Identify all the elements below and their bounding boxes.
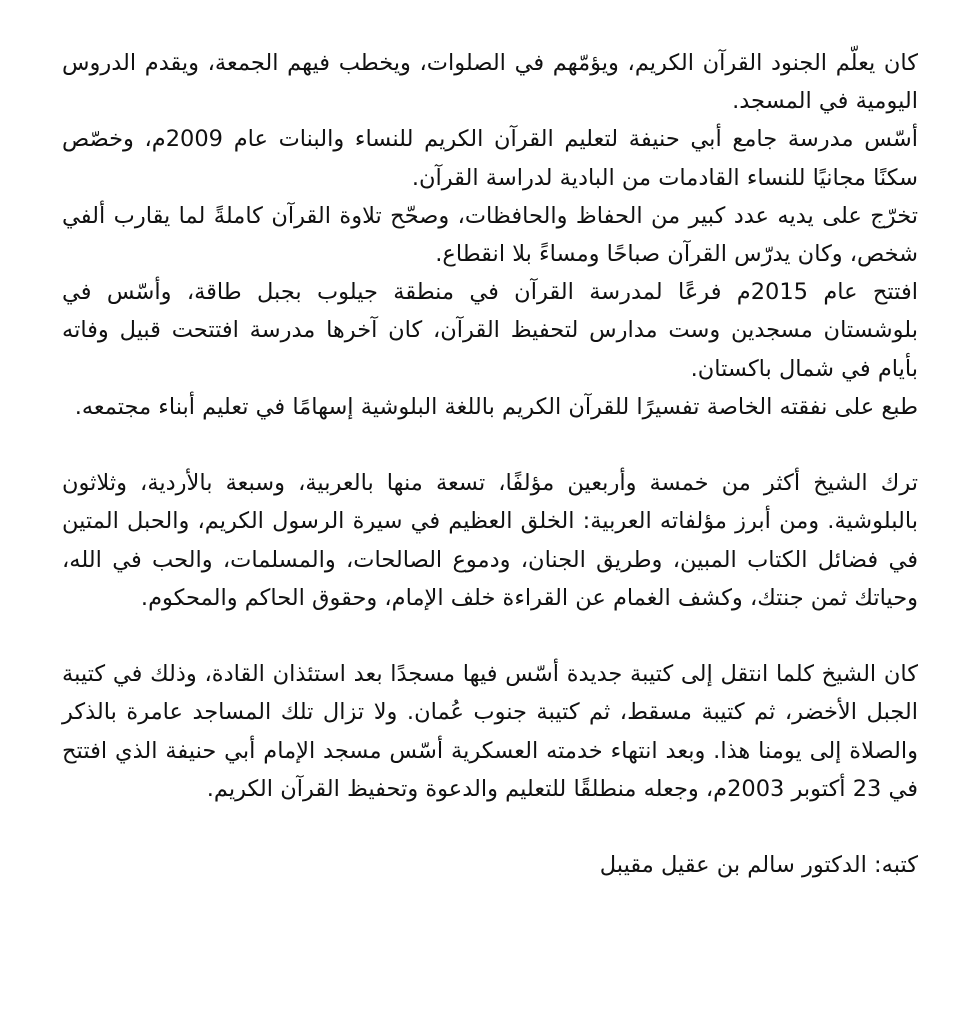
- paragraph-mosques: كان الشيخ كلما انتقل إلى كتيبة جديدة أسّس فيها مسجدًا بعد استئذان القادة، وذلك في كتيبة الجبل الأخضر، ثم كتيبة مسقط، ثم كتيبة جنوب عُمان. ولا تزال تلك المساجد عامرة بالذكر والصلاة إلى يومنا هذا. وبعد انتهاء خدمته العسكرية أسّس مسجد الإمام أبي حنيفة الذي افتتح في 23 أكتوبر 2003م، وجعله منطلقًا للتعليم والدعوة وتحفيظ القرآن الكريم.: [62, 661, 918, 802]
- paragraph-graduates: تخرّج على يديه عدد كبير من الحفاظ والحافظات، وصحّح تلاوة القرآن كاملةً لما يقارب ألفي شخص، وكان يدرّس القرآن صباحًا ومساءً بلا انقطاع.: [62, 202, 918, 268]
- section-spacer: [62, 617, 918, 655]
- section-spacer: [62, 808, 918, 846]
- section-spacer: [62, 426, 918, 464]
- paragraph-tafsir: طبع على نفقته الخاصة تفسيرًا للقرآن الكريم باللغة البلوشية إسهامًا في تعليم أبناء مجتمعه.: [74, 393, 918, 420]
- article-body: [62, 44, 918, 884]
- paragraph-branches: افتتح عام 2015م فرعًا لمدرسة القرآن في منطقة جيلوب بجبل طاقة، وأسّس في بلوشستان مسجدين وست مدارس لتحفيظ القرآن، كان آخرها مدرسة افتتحت قبيل وفاته بأيام في شمال باكستان.: [62, 279, 918, 382]
- author-signature: كتبه: الدكتور سالم بن عقيل مقيبل: [599, 852, 918, 879]
- paragraph-teaching: كان يعلّم الجنود القرآن الكريم، ويؤمّهم في الصلوات، ويخطب فيهم الجمعة، ويقدم الدروس اليومية في المسجد.: [62, 50, 918, 115]
- paragraph-works: ترك الشيخ أكثر من خمسة وأربعين مؤلفًا، تسعة منها بالعربية، وسبعة بالأردية، وثلاثون بالبلوشية. ومن أبرز مؤلفاته العربية: الخلق العظيم في سيرة الرسول الكريم، والحبل المتين في فضائل الكتاب المبين، وطريق الجنان، ودموع الصالحات، والمسلمات، والحب في الله، وحياتك ثمن جنتك، وكشف الغمام عن القراءة خلف الإمام، وحقوق الحاكم والمحكوم.: [62, 470, 918, 611]
- paragraph-women-school: أسّس مدرسة جامع أبي حنيفة لتعليم القرآن الكريم للنساء والبنات عام 2009م، وخصّص سكنًا مجانيًا للنساء القادمات من البادية لدراسة القرآن.: [62, 126, 918, 191]
